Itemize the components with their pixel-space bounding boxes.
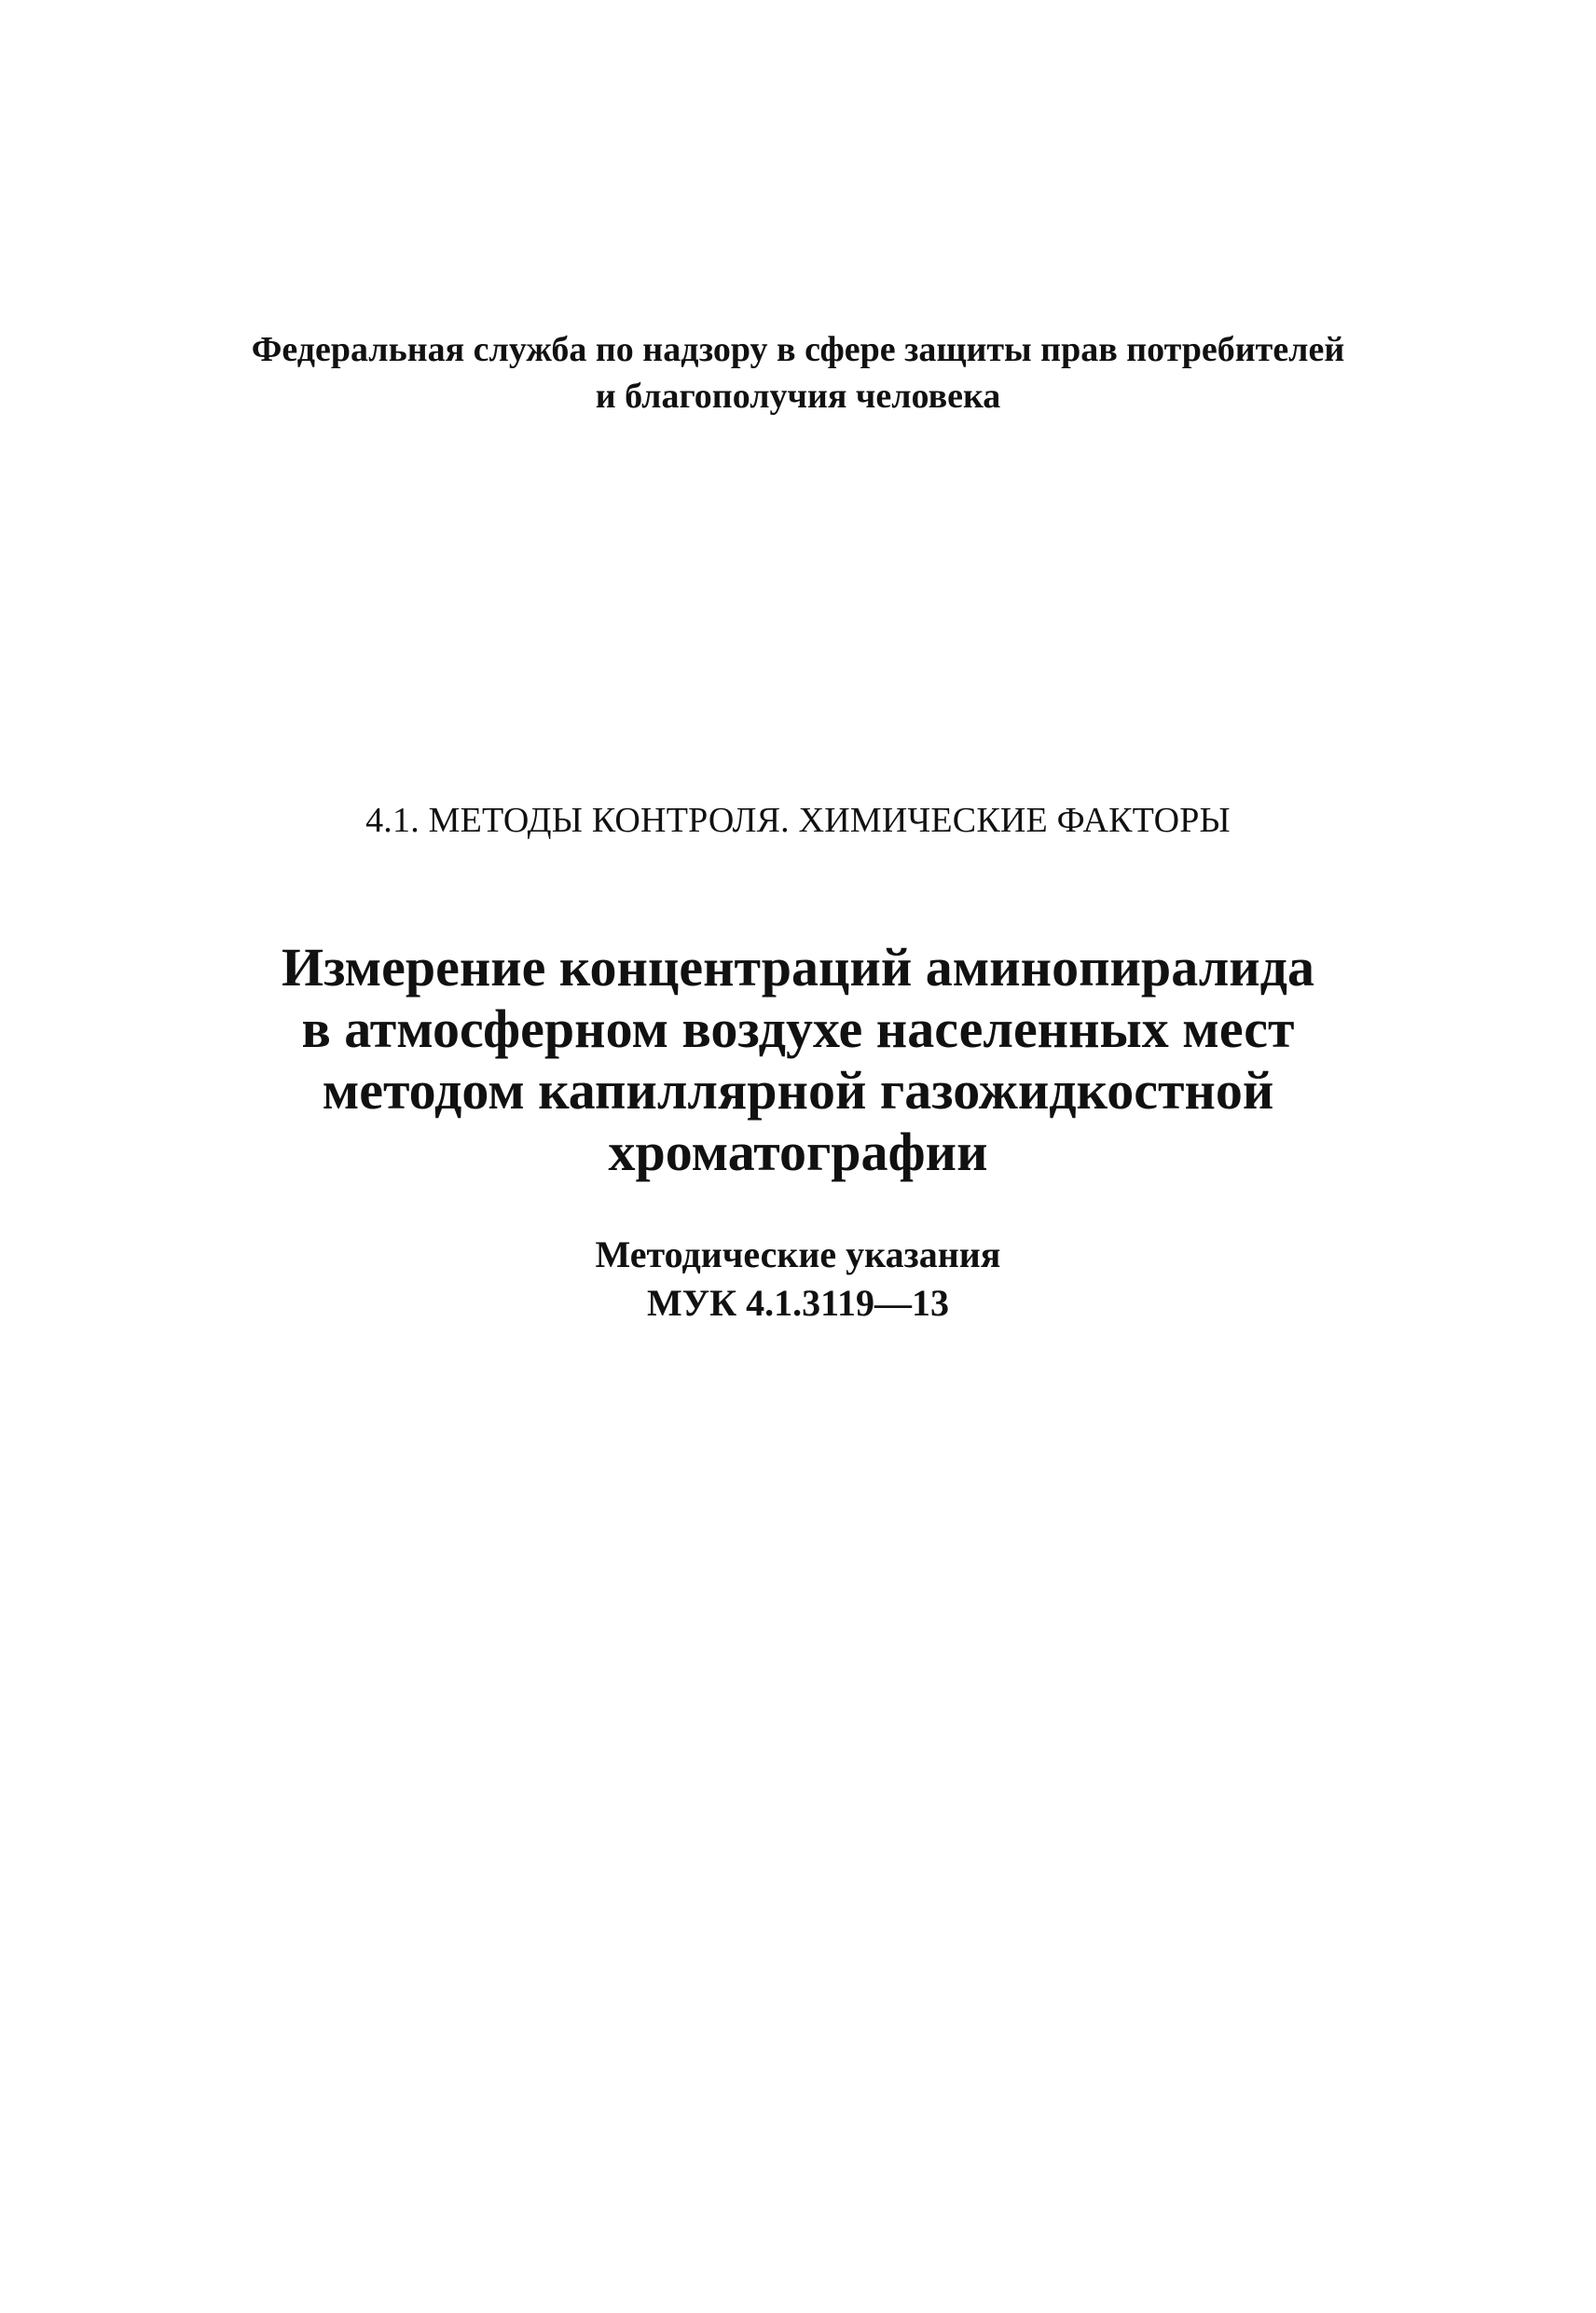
title-line-1: Измерение концентраций аминопиралида	[281, 937, 1315, 998]
document-type-label: Методические указания	[595, 1233, 1001, 1275]
title-line-4: хроматографии	[608, 1122, 988, 1182]
agency-name-line-2: и благополучия человека	[595, 377, 1001, 416]
title-line-3: методом капиллярной газожидкостной	[322, 1060, 1274, 1121]
document-type	[0, 1231, 1596, 1328]
agency-name-line-1: Федеральная служба по надзору в сфере защиты прав потребителей	[251, 330, 1345, 369]
document-title	[0, 937, 1596, 1183]
document-code: МУК 4.1.3119—13	[647, 1282, 949, 1324]
agency-name	[0, 326, 1596, 420]
title-line-2: в атмосферном воздухе населенных мест	[301, 998, 1295, 1059]
section-heading: 4.1. МЕТОДЫ КОНТРОЛЯ. ХИМИЧЕСКИЕ ФАКТОРЫ	[365, 801, 1231, 840]
